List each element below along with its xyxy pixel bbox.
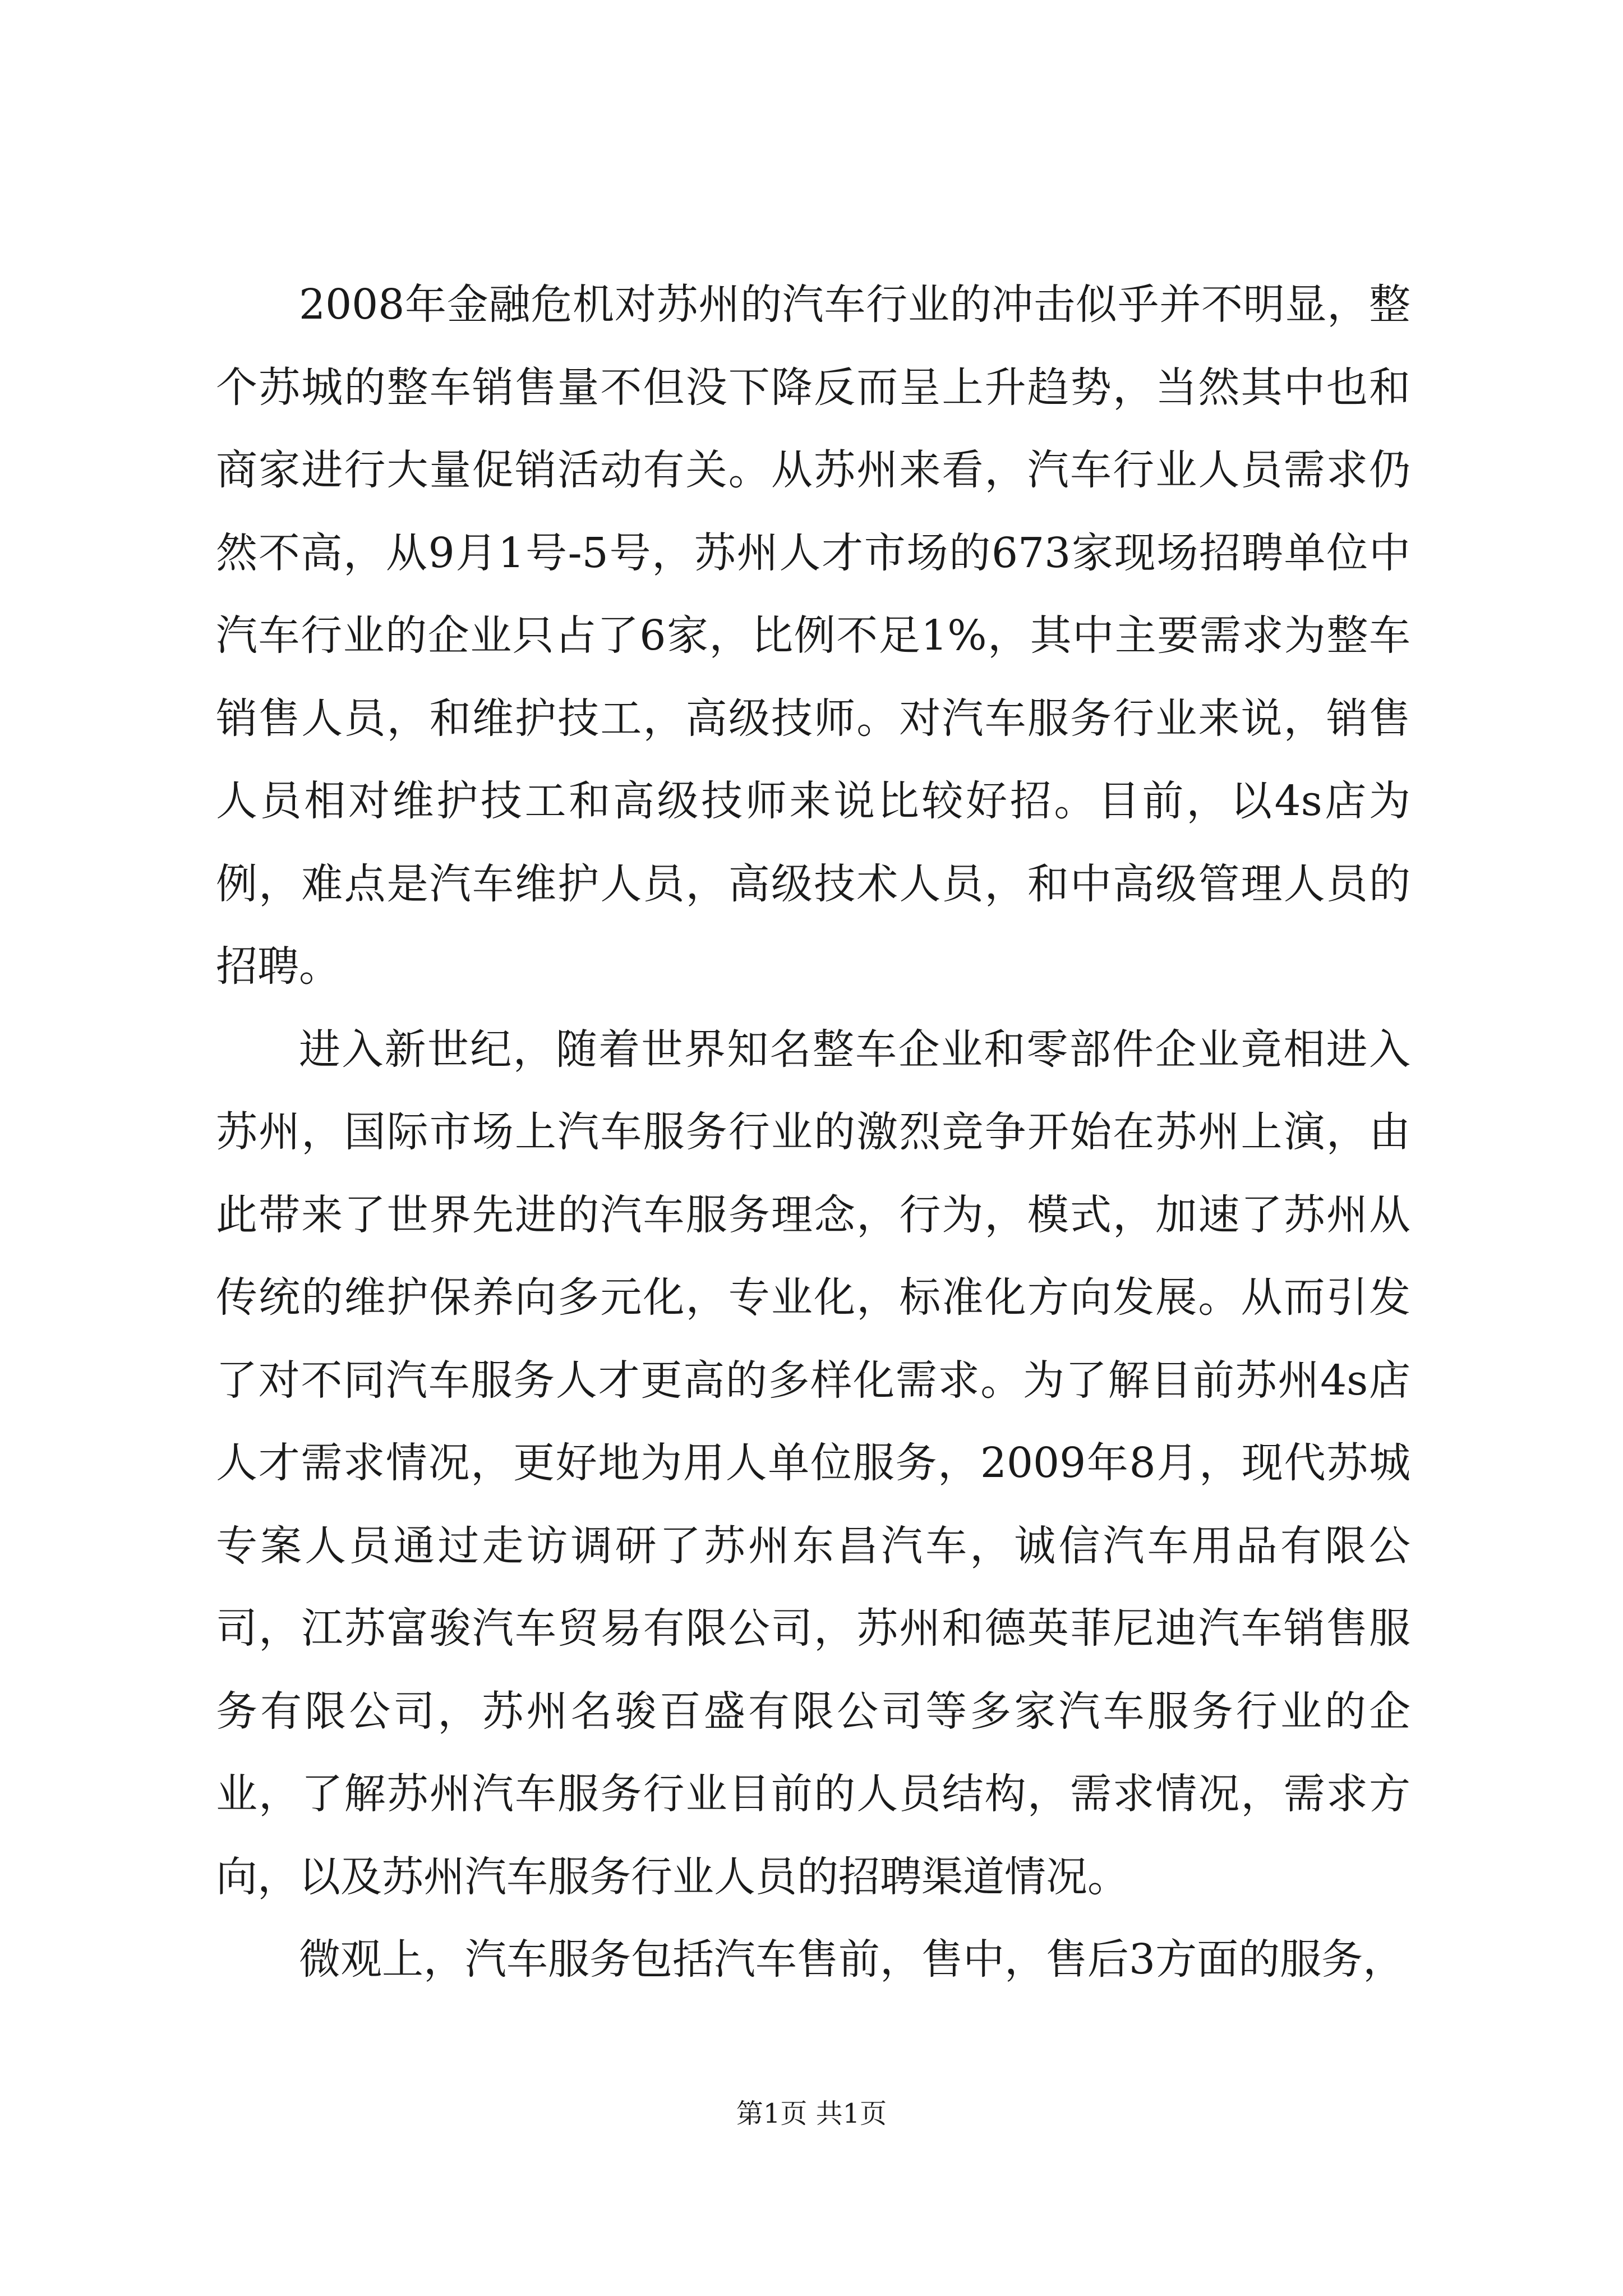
page-footer: 第1页 共1页: [736, 2098, 887, 2129]
paragraph-financial-crisis: 2008年金融危机对苏州的汽车行业的冲击似乎并不明显，整个苏城的整车销售量不但没下降反而呈上升趋势，当然其中也和商家进行大量促销活动有关。从苏州来看，汽车行业人员需求仍然不高，从9月1号-5号，苏州人才市场的673家现场招聘单位中汽车行业的企业只占了6家，比例不足1%，其中主要需求为整车销售人员，和维护技工，高级技师。对汽车服务行业来说，销售人员相对维护技工和高级技师来说比较好招。目前，以4s店为例，难点是汽车维护人员，高级技术人员，和中高级管理人员的招聘。: [216, 280, 1410, 991]
paragraph-new-century: 进入新世纪，随着世界知名整车企业和零部件企业竟相进入苏州，国际市场上汽车服务行业的激烈竞争开始在苏州上演，由此带来了世界先进的汽车服务理念，行为，模式，加速了苏州从传统的维护保养向多元化，专业化，标准化方向发展。从而引发了对不同汽车服务人才更高的多样化需求。为了解目前苏州4s店人才需求情况，更好地为用人单位服务，2009年8月，现代苏城专案人员通过走访调研了苏州东昌汽车，诚信汽车用品有限公司，江苏富骏汽车贸易有限公司，苏州和德英菲尼迪汽车销售服务有限公司，苏州名骏百盛有限公司等多家汽车服务行业的企业，了解苏州汽车服务行业目前的人员结构，需求情况，需求方向，以及苏州汽车服务行业人员的招聘渠道情况。: [216, 1025, 1410, 1901]
paragraph-micro-view: 微观上，汽车服务包括汽车售前，售中，售后3方面的服务，: [299, 1935, 1405, 1984]
document-body: [216, 264, 1410, 2001]
